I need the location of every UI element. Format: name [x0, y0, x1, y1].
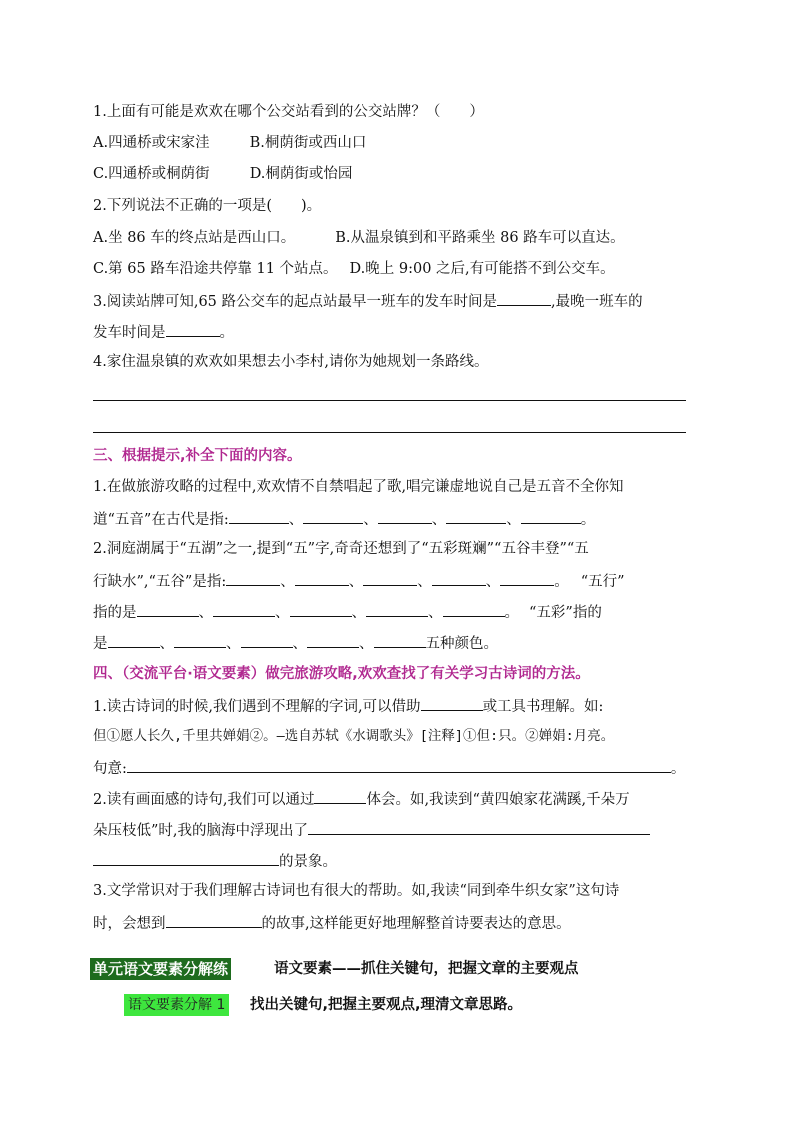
- answer-blank[interactable]: [432, 570, 486, 586]
- option-row-4: [93, 259, 615, 279]
- question-3-line-2: 发车时间是 。: [93, 321, 234, 343]
- option-b: B.桐荫街或西山口: [249, 135, 367, 151]
- answer-blank[interactable]: [137, 601, 199, 617]
- part3-q2-line-3: 指的是 、 、 、 、 。 “五彩”指的: [93, 601, 602, 623]
- part3-q1-line-1: 1.在做旅游攻略的过程中,欢欢情不自禁唱起了歌,唱完谦虚地说自己是五音不全你知: [93, 479, 624, 495]
- answer-blank[interactable]: [174, 632, 226, 648]
- question-1: 1.上面有可能是欢欢在哪个公交站看到的公交站牌？（ ）: [93, 104, 484, 120]
- answer-blank[interactable]: [366, 601, 428, 617]
- section-4-heading: 四、（交流平台·语文要素）做完旅游攻略,欢欢查找了有关学习古诗词的方法。: [93, 666, 590, 682]
- answer-blank[interactable]: [374, 632, 426, 648]
- option-row-2: [93, 164, 352, 184]
- option-d: D.桐荫街或怡园: [249, 166, 353, 182]
- answer-blank[interactable]: [166, 912, 262, 928]
- answer-blank[interactable]: [295, 570, 349, 586]
- option-row-1: [93, 133, 366, 153]
- question-2: 2.下列说法不正确的一项是( )。: [93, 198, 322, 214]
- sub-tag: 语文要素分解 1: [124, 994, 229, 1016]
- section-3-heading: 三、根据提示,补全下面的内容。: [93, 448, 302, 464]
- answer-blank[interactable]: [443, 601, 505, 617]
- part4-q1-line-1: 1.读古诗词的时候,我们遇到不理解的字词,可以借助 或工具书理解。如:: [93, 695, 603, 717]
- part4-q2-line-3: 的景象。: [93, 850, 337, 872]
- answer-blank[interactable]: [314, 788, 366, 804]
- answer-blank[interactable]: [446, 508, 506, 524]
- option-d: D.晚上 9:00 之后,有可能搭不到公交车。: [349, 261, 615, 277]
- answer-blank[interactable]: [308, 819, 650, 835]
- answer-blank[interactable]: [93, 850, 279, 866]
- answer-blank[interactable]: [290, 601, 352, 617]
- part3-q2-line-2: 行缺水”,“五谷”是指: 、 、 、 、 。 “五行”: [93, 570, 625, 592]
- answer-blank[interactable]: [229, 508, 289, 524]
- option-c: C.四通桥或桐荫街: [93, 166, 210, 182]
- answer-blank[interactable]: [500, 570, 554, 586]
- answer-blank[interactable]: [108, 632, 160, 648]
- answer-blank[interactable]: [307, 632, 359, 648]
- part4-q3-line-1: 3.文学常识对于我们理解古诗词也有很大的帮助。如,我读“同到牵牛织女家”这句诗: [93, 883, 620, 899]
- part3-q1-line-2: 道“五音”在古代是指: 、 、 、 、 。: [93, 508, 595, 530]
- answer-blank[interactable]: [226, 570, 280, 586]
- answer-line[interactable]: [93, 432, 686, 433]
- part4-q3-line-2: 时，会想到 的故事,这样能更好地理解整首诗要表达的意思。: [93, 912, 571, 934]
- answer-blank[interactable]: [363, 570, 417, 586]
- option-b: B.从温泉镇到和平路乘坐 86 路车可以直达。: [335, 230, 625, 246]
- option-row-3: [93, 228, 625, 248]
- answer-blank[interactable]: [378, 508, 432, 524]
- question-4: 4.家住温泉镇的欢欢如果想去小李村,请你为她规划一条路线。: [93, 354, 489, 370]
- answer-blank[interactable]: [303, 508, 363, 524]
- option-a: A.四通桥或宋家洼: [93, 135, 210, 151]
- unit-tag: 单元语文要素分解练: [90, 958, 231, 980]
- poem-example: 但①愿人长久,千里共婵娟②。—选自苏轼《水调歌头》[注释]①但:只。②婵娟:月亮。: [93, 728, 615, 744]
- answer-blank[interactable]: [241, 632, 293, 648]
- sub-title: 找出关键句,把握主要观点,理清文章思路。: [250, 997, 523, 1013]
- unit-title: 语文要素——抓住关键句，把握文章的主要观点: [274, 961, 579, 977]
- option-a: A.坐 86 车的终点站是西山口。: [93, 230, 296, 246]
- part4-q2-line-1: 2.读有画面感的诗句,我们可以通过 体会。如,我读到“黄四娘家花满蹊,千朵万: [93, 788, 630, 810]
- answer-blank[interactable]: [521, 508, 581, 524]
- answer-blank[interactable]: [127, 757, 671, 773]
- answer-blank[interactable]: [166, 321, 220, 337]
- part3-q2-line-4: 是 、 、 、 、 五种颜色。: [93, 632, 498, 654]
- part4-q2-line-2: 朵压枝低”时,我的脑海中浮现出了: [93, 819, 650, 841]
- option-c: C.第 65 路车沿途共停靠 11 个站点。: [93, 261, 338, 277]
- answer-line[interactable]: [93, 400, 686, 401]
- answer-blank[interactable]: [421, 695, 483, 711]
- answer-blank[interactable]: [497, 290, 551, 306]
- answer-blank[interactable]: [213, 601, 275, 617]
- question-3-line-1: 3.阅读站牌可知,65 路公交车的起点站最早一班车的发车时间是 ,最晚一班车的: [93, 290, 643, 312]
- part3-q2-line-1: 2.洞庭湖属于“五湖”之一,提到“五”字,奇奇还想到了“五彩斑斓”“五谷丰登”“五: [93, 541, 589, 557]
- part4-q1-line-3: 句意: 。: [93, 757, 685, 779]
